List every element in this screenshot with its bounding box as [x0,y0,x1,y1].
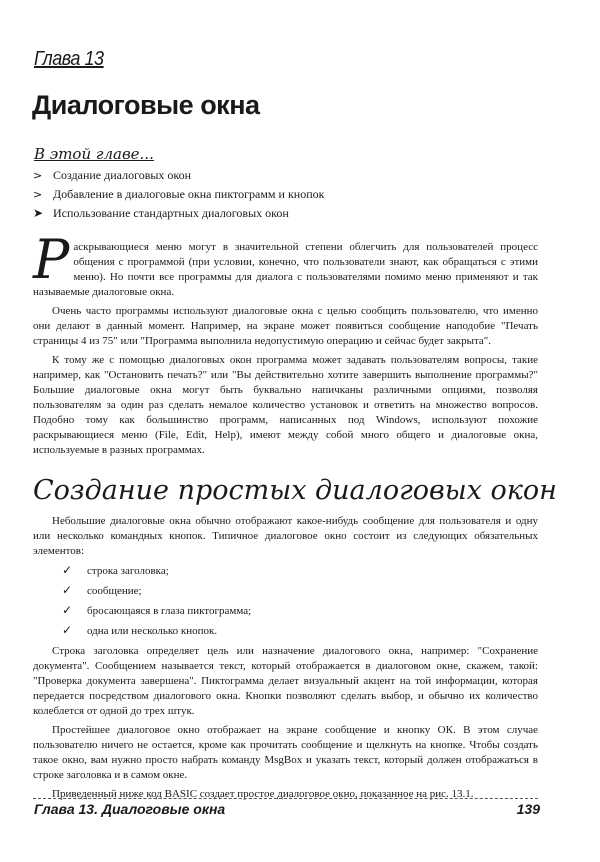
list-item [62,561,251,581]
checkmark-icon: ✓ [62,583,73,597]
body-text [33,228,538,462]
chapter-title: Диалоговые окна [32,90,260,120]
paragraph: Простейшее диалоговое окно отображает на экране сообщение и кнопку ОК. В этом случае пользователю ничего не остается, кроме как прочитать сообщение и щелкнуть на кнопке. Чтобы создать такое окно, вам нужно просто набрать команду MsgBox и указать текст, который должен отображаться в строке заголовка и в самом окне. [33,724,538,781]
paragraph: Очень часто программы используют диалоговые окна с целью сообщить пользователю, что именно они делают в данный момент. Например, на экране может появиться сообщение наподобие "Печать страницы 4 из 75" или "Программа выполнила недопустимую операцию и сейчас будет закрыта". [33,305,538,347]
list-item-text: Использование стандартных диалоговых окон [53,206,289,220]
intro-bullet-list [33,166,324,223]
list-item-text: Добавление в диалоговые окна пиктограмм и кнопок [53,187,325,201]
section-title: Создание простых диалоговых окон [33,475,557,506]
list-item [33,204,324,223]
checklist [62,561,251,641]
list-item [62,621,251,641]
bullet-arrow-icon: ➤ [33,206,44,220]
paragraph [33,228,538,300]
list-item-text: строка заголовка; [87,565,169,577]
drop-cap: Р [33,228,70,291]
section-intro [33,514,538,563]
list-item [33,166,324,185]
page-number: 139 [516,801,540,817]
list-item [33,185,324,204]
list-item [62,581,251,601]
list-item-text: бросающаяся в глаза пиктограмма; [87,605,252,617]
chapter-label: Глава 13 [34,48,104,70]
paragraph: Небольшие диалоговые окна обычно отображают какое-нибудь сообщение для пользователя и одну или несколько командных кнопок. Типичное диалоговое окно состоит из следующих обязательных элементов: [33,515,538,557]
list-item [62,601,251,621]
checkmark-icon: ✓ [62,563,73,577]
running-footer: Глава 13. Диалоговые окна [34,801,226,817]
paragraph: К тому же с помощью диалоговых окон программа может задавать пользователям вопросы, такие например, как "Остановить печать?" или "Вы действительно хотите завершить выполнение программы?" Большие диалоговые окна могут быть буквально напичканы различными опциями, позволяя пользователям за один раз сделать немалое количество установок и ответить на множество вопросов. Подобно тому как большинство программ, написанных под Windows, используют похожие раскрывающиеся меню (File, Edit, Help), имеют между собой много общего и диалоговые окна, используемые в разных программах. [33,354,538,456]
footer-divider [33,798,538,799]
paragraph: Строка заголовка определяет цель или назначение диалогового окна, например: "Сохранение документа". Сообщением называется текст, который отображается в диалоговом окне, скажем, такой: "Проверка документа завершена". Пиктограмма делает визуальный акцент на той информации, которая передается посредством диалогового окна. Кнопки позволяют сделать выбор, и обычно их количество колеблется от одной до трех штук. [33,645,538,717]
list-item-text: сообщение; [87,585,142,597]
bullet-marker-icon: > [33,169,43,182]
intro-heading: В этой главе... [34,145,154,163]
section-body [33,644,538,806]
paragraph: Приведенный ниже код BASIC создает простое диалоговое окно, показанное на рис. 13.1. [52,788,474,800]
checkmark-icon: ✓ [62,603,73,617]
bullet-marker-icon: > [33,188,43,201]
paragraph-text: аскрывающиеся меню могут в значительной степени облегчить для пользователей процесс общения с программой (при условии, конечно, что пользователи знают, как обращаться с этими меню). Но почти все программы для диалога с пользователями помимо меню применяют и так называемые диалоговые окна. [33,241,538,298]
checkmark-icon: ✓ [62,623,73,637]
list-item-text: одна или несколько кнопок. [87,625,218,637]
list-item-text: Создание диалоговых окон [53,168,192,182]
